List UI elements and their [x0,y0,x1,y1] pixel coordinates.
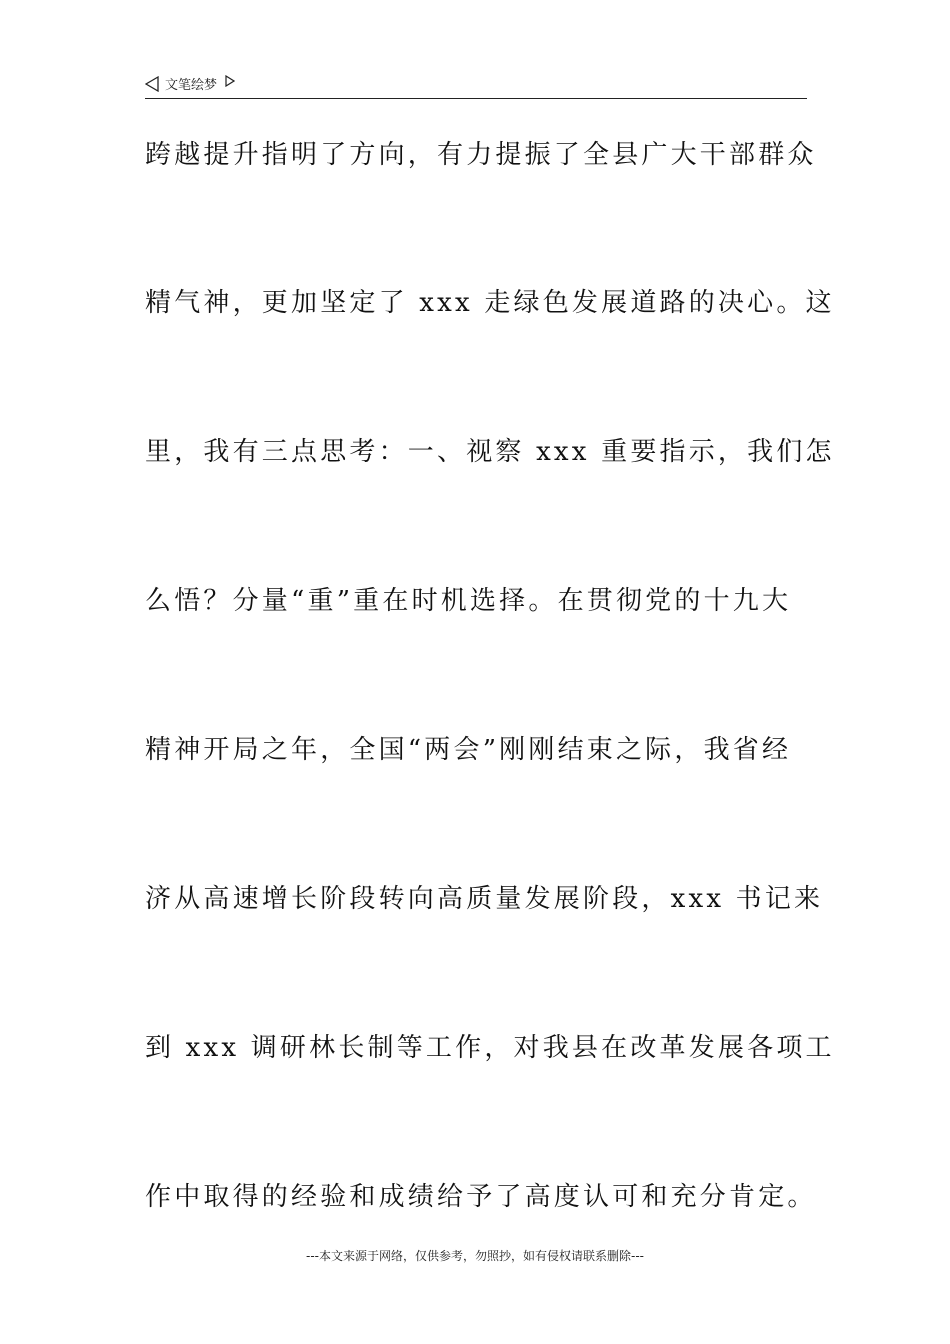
body-line-4: 么悟？分量“重”重在时机选择。在贯彻党的十九大 [145,586,792,616]
body-line-6: 济从高速增长阶段转向高质量发展阶段，xxx 书记来 [145,884,824,914]
body-line-8: 作中取得的经验和成绩给予了高度认可和充分肯定。 [145,1182,817,1212]
header-brand-group [145,74,235,93]
triangle-left-icon [145,76,159,92]
body-line-5: 精神开局之年，全国“两会”刚刚结束之际，我省经 [145,735,792,765]
body-line-2: 精气神，更加坚定了 xxx 走绿色发展道路的决心。这 [145,288,835,318]
body-line-7: 到 xxx 调研林长制等工作，对我县在改革发展各项工 [145,1033,835,1063]
header-brand-text: 文笔绘梦 [165,78,218,93]
body-line-1: 跨越提升指明了方向，有力提振了全县广大干部群众 [145,140,817,170]
body-line-3: 里，我有三点思考：一、视察 xxx 重要指示，我们怎 [145,437,835,467]
page-header [145,72,807,99]
triangle-right-icon [225,75,235,87]
footer-notice: ---本文来源于网络，仅供参考，勿照抄，如有侵权请联系删除--- [306,1249,644,1263]
